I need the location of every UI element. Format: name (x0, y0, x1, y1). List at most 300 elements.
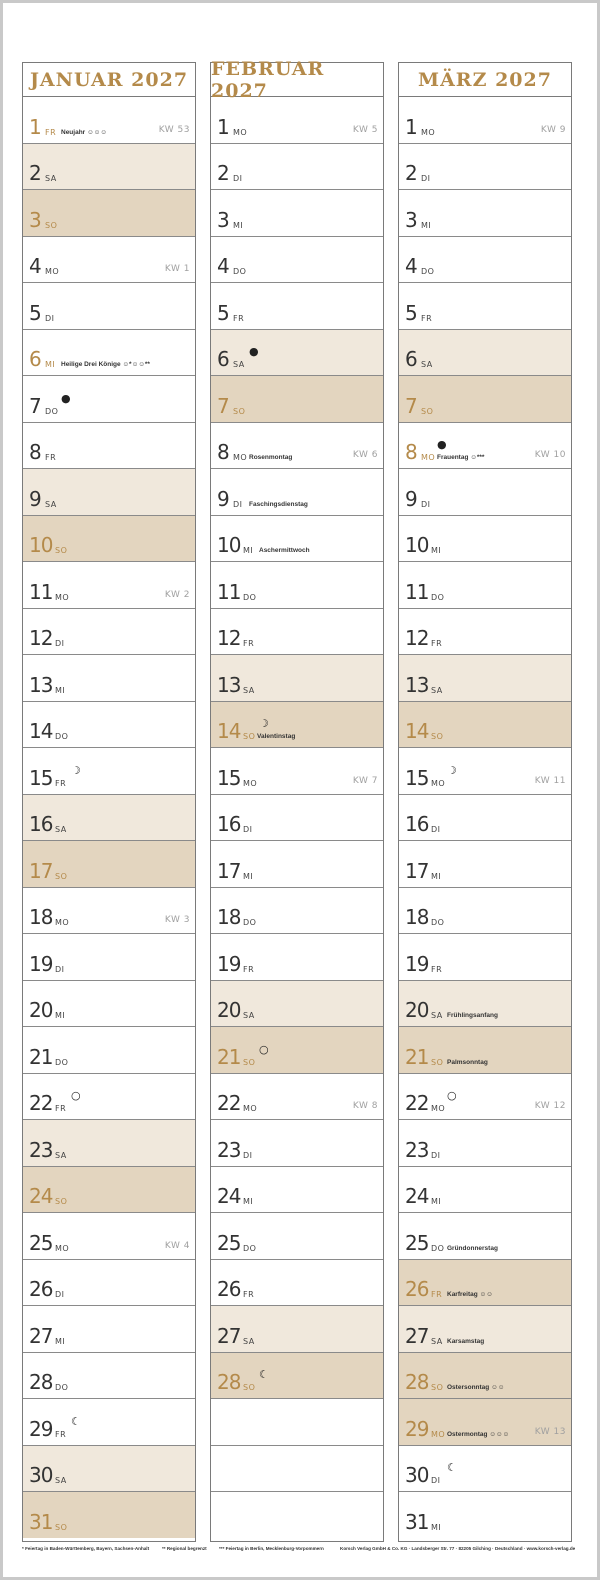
day-row (23, 190, 195, 237)
weekday-label: MO (431, 778, 446, 788)
day-row (399, 1492, 571, 1538)
day-row (211, 423, 383, 470)
holiday-note: Gründonnerstag (447, 1244, 498, 1252)
weekday-label: FR (45, 453, 57, 462)
weekday-label: DI (431, 1150, 441, 1160)
weekday-label: FR (431, 639, 443, 648)
day-row (399, 469, 571, 516)
day-row (399, 609, 571, 656)
day-number: 22 (405, 1091, 429, 1115)
weekday-label: MI (45, 360, 56, 369)
weekday-label: MI (243, 1197, 254, 1206)
day-row (399, 888, 571, 935)
day-number: 10 (217, 533, 241, 557)
day-row (211, 376, 383, 423)
calendar-week-label: KW 1 (164, 264, 190, 274)
weekday-label: MO (243, 778, 258, 788)
weekday-label: MI (421, 220, 432, 230)
weekday-label: FR (233, 313, 245, 323)
calendar-week-label: KW 53 (158, 124, 190, 135)
day-row (211, 1306, 383, 1353)
weekday-label: DO (243, 1243, 257, 1253)
day-number: 13 (217, 672, 241, 697)
weekday-label: MI (233, 220, 244, 230)
day-number: 28 (405, 1370, 429, 1394)
day-number: 4 (217, 254, 229, 278)
holiday-note: Heilige Drei Könige ☺*☺☺** (61, 361, 150, 368)
day-number: 12 (217, 626, 241, 650)
day-row (23, 609, 195, 656)
weekday-label: DO (431, 918, 445, 927)
day-row (399, 1074, 571, 1121)
footnote-2: ** Regional begrenzt (162, 1546, 207, 1551)
weekday-label: FR (243, 1290, 255, 1299)
day-row (23, 376, 195, 423)
weekday-label: DI (233, 499, 243, 509)
day-row (211, 609, 383, 656)
weekday-label: MO (243, 1104, 258, 1113)
day-number: 7 (29, 393, 41, 418)
month-title: JANUAR 2027 (23, 63, 195, 97)
day-row (23, 330, 195, 377)
day-number: 17 (405, 858, 429, 883)
day-row (399, 1306, 571, 1353)
day-number: 6 (217, 347, 229, 371)
day-row (23, 237, 195, 284)
weekday-label: MO (45, 267, 60, 276)
weekday-label: SO (431, 1383, 444, 1392)
day-row (399, 981, 571, 1028)
day-row (211, 748, 383, 795)
day-number: 17 (29, 858, 53, 883)
weekday-label: SO (243, 1057, 256, 1067)
publisher-info: Korsch Verlag GmbH & Co. KG · Landsberger Str. 77 · 82205 Gilching · Deutschland · www.korsch-verlag.de (340, 1546, 576, 1551)
day-number: 31 (405, 1509, 429, 1534)
day-row (211, 1353, 383, 1400)
weekday-label: DO (233, 267, 247, 276)
day-row (399, 1353, 571, 1400)
weekday-label: MO (421, 453, 436, 462)
day-number: 18 (217, 905, 241, 929)
day-number: 11 (405, 579, 429, 604)
calendar-week-label: KW 12 (534, 1101, 566, 1111)
weekday-label: DI (243, 1150, 253, 1160)
day-row (23, 748, 195, 795)
weekday-label: MI (55, 1011, 66, 1020)
calendar-week-label: KW 4 (164, 1240, 190, 1251)
weekday-label: DI (421, 174, 431, 183)
day-number: 5 (217, 300, 229, 325)
weekday-label: MI (431, 546, 442, 555)
calendar-week-label: KW 6 (352, 450, 378, 460)
day-number: 1 (217, 114, 229, 139)
weekday-label: SA (431, 1336, 443, 1346)
weekday-label: SO (45, 220, 58, 230)
day-row (211, 237, 383, 284)
day-number: 19 (29, 951, 53, 976)
holiday-note: Palmsonntag (447, 1058, 488, 1066)
day-number: 28 (29, 1370, 53, 1394)
weekday-label: DI (45, 313, 55, 323)
day-row (23, 1120, 195, 1167)
weekday-label: SO (431, 732, 444, 741)
day-row (23, 655, 195, 702)
moon-phase-icon: ○ (259, 1042, 269, 1056)
day-row (211, 934, 383, 981)
day-row (23, 1399, 195, 1446)
calendar-week-label: KW 10 (534, 450, 566, 460)
day-number: 1 (405, 114, 417, 139)
moon-phase-icon: ☽ (259, 717, 269, 730)
weekday-label: DI (55, 1290, 65, 1299)
day-row (399, 1446, 571, 1493)
day-row (211, 795, 383, 842)
weekday-label: SA (431, 1011, 443, 1020)
day-number: 2 (29, 161, 41, 185)
weekday-label: DO (55, 1057, 69, 1067)
day-number: 9 (405, 486, 417, 511)
day-number: 13 (405, 672, 429, 697)
weekday-label: DI (431, 825, 441, 834)
day-number: 24 (405, 1184, 429, 1208)
holiday-note: Valentinstag (257, 733, 296, 740)
day-row (399, 423, 571, 470)
day-number: 4 (29, 254, 41, 278)
weekday-label: MI (55, 685, 66, 695)
day-number: 25 (405, 1230, 429, 1255)
day-row (399, 330, 571, 377)
calendar-week-label: KW 5 (352, 124, 378, 135)
weekday-label: FR (431, 1290, 443, 1299)
day-number: 26 (405, 1277, 429, 1301)
moon-phase-icon: ● (249, 345, 259, 358)
day-row (211, 516, 383, 563)
weekday-label: DI (243, 825, 253, 834)
weekday-label: SO (243, 732, 256, 741)
day-number: 23 (29, 1137, 53, 1162)
weekday-label: DO (421, 267, 435, 276)
day-number: 23 (217, 1137, 241, 1162)
day-number: 31 (29, 1509, 53, 1534)
day-number: 11 (29, 579, 53, 604)
weekday-label: MO (55, 592, 70, 602)
day-number: 5 (29, 300, 41, 325)
day-number: 14 (217, 719, 241, 743)
holiday-note: Ostersonntag ☺☺ (447, 1384, 505, 1391)
day-number: 24 (217, 1184, 241, 1208)
day-row (211, 1120, 383, 1167)
day-row (211, 1027, 383, 1074)
day-number: 25 (217, 1230, 241, 1255)
day-row (23, 1306, 195, 1353)
day-row (399, 1120, 571, 1167)
holiday-note: Rosenmontag (249, 454, 293, 461)
day-row (399, 1167, 571, 1214)
day-row (211, 469, 383, 516)
day-number: 21 (405, 1044, 429, 1069)
day-row (399, 1213, 571, 1260)
moon-phase-icon: ☽ (71, 763, 81, 777)
weekday-label: SA (55, 1150, 67, 1160)
day-number: 15 (405, 765, 429, 790)
day-number: 6 (29, 347, 41, 371)
weekday-label: FR (243, 964, 255, 974)
day-number: 7 (405, 393, 417, 418)
weekday-label: DI (421, 499, 431, 509)
day-number: 13 (29, 672, 53, 697)
weekday-label: SA (431, 685, 443, 695)
day-number: 17 (217, 858, 241, 883)
weekday-label: DI (55, 964, 65, 974)
day-number: 8 (405, 440, 417, 464)
day-number: 8 (217, 440, 229, 464)
day-number: 20 (217, 998, 241, 1022)
day-number: 5 (405, 300, 417, 325)
day-number: 1 (29, 114, 41, 139)
day-number: 19 (217, 951, 241, 976)
calendar-week-label: KW 8 (352, 1101, 378, 1111)
day-row (399, 562, 571, 609)
day-row (23, 1167, 195, 1214)
day-row (399, 376, 571, 423)
day-row (23, 469, 195, 516)
footnote-3: *** Feiertag in Berlin, Mecklenburg-Vorpommern (219, 1546, 324, 1551)
day-number: 3 (405, 207, 417, 232)
day-row (23, 562, 195, 609)
day-row (399, 97, 571, 144)
day-row (399, 1260, 571, 1307)
weekday-label: FR (55, 778, 67, 788)
day-row (211, 981, 383, 1028)
day-row (399, 655, 571, 702)
weekday-label: MI (431, 1197, 442, 1206)
weekday-label: DO (45, 406, 59, 416)
day-number: 27 (29, 1323, 53, 1348)
weekday-label: MI (55, 1336, 66, 1346)
moon-phase-icon: ☾ (71, 1414, 81, 1428)
day-row (23, 1260, 195, 1307)
weekday-label: SA (45, 499, 57, 509)
footnote-1: * Feiertag in Baden-Württemberg, Bayern, Sachsen-Anhalt (22, 1546, 150, 1551)
day-number: 9 (29, 486, 41, 511)
weekday-label: DO (243, 592, 257, 602)
day-number: 12 (405, 626, 429, 650)
day-number: 22 (29, 1091, 53, 1115)
day-row (23, 1492, 195, 1538)
day-row (23, 1074, 195, 1121)
day-number: 16 (405, 812, 429, 836)
day-row (211, 144, 383, 191)
moon-phase-icon: ● (61, 391, 71, 405)
day-number: 27 (217, 1323, 241, 1348)
weekday-label: SO (55, 1197, 68, 1206)
weekday-label: MI (243, 871, 254, 881)
day-row (23, 144, 195, 191)
day-row (23, 97, 195, 144)
day-number: 20 (405, 998, 429, 1022)
day-row (399, 190, 571, 237)
weekday-label: FR (55, 1429, 67, 1439)
weekday-label: FR (45, 127, 57, 137)
day-row (23, 795, 195, 842)
day-row (399, 1399, 571, 1446)
day-row (211, 562, 383, 609)
weekday-label: DO (431, 592, 445, 602)
weekday-label: MO (55, 1243, 70, 1253)
day-row (399, 1027, 571, 1074)
holiday-note: Neujahr ☺☺☺ (61, 128, 107, 136)
day-number: 23 (405, 1137, 429, 1162)
weekday-label: DI (55, 639, 65, 648)
day-number: 19 (405, 951, 429, 976)
holiday-note: Karfreitag ☺☺ (447, 1291, 493, 1298)
day-number: 27 (405, 1323, 429, 1348)
weekday-label: SA (243, 685, 255, 695)
day-number: 28 (217, 1370, 241, 1394)
calendar-week-label: KW 11 (534, 775, 566, 786)
day-row (211, 1260, 383, 1307)
weekday-label: FR (55, 1104, 67, 1113)
moon-phase-icon: ☾ (447, 1461, 457, 1474)
day-row (399, 237, 571, 284)
day-row (23, 516, 195, 563)
weekday-label: SA (55, 1476, 67, 1485)
holiday-note: Aschermittwoch (259, 547, 310, 554)
weekday-label: FR (243, 639, 255, 648)
day-row (211, 655, 383, 702)
weekday-label: MI (431, 1522, 442, 1532)
weekday-label: SO (233, 406, 246, 416)
day-number: 25 (29, 1230, 53, 1255)
day-number: 18 (405, 905, 429, 929)
calendar-week-label: KW 9 (540, 124, 566, 135)
day-number: 29 (405, 1416, 429, 1441)
day-row (23, 888, 195, 935)
day-number: 15 (29, 765, 53, 790)
moon-phase-icon: ● (437, 438, 447, 451)
weekday-label: SA (233, 360, 245, 369)
day-number: 3 (29, 207, 41, 232)
weekday-label: SO (431, 1057, 444, 1067)
weekday-label: MO (233, 127, 248, 137)
month-column-maerz (398, 62, 572, 1542)
day-row (399, 934, 571, 981)
moon-phase-icon: ☾ (259, 1368, 269, 1381)
day-row (399, 283, 571, 330)
day-row (211, 841, 383, 888)
weekday-label: SA (243, 1011, 255, 1020)
day-number: 18 (29, 905, 53, 929)
day-number: 22 (217, 1091, 241, 1115)
calendar-week-label: KW 7 (352, 775, 378, 786)
moon-phase-icon: ○ (71, 1089, 81, 1102)
day-number: 2 (217, 161, 229, 185)
day-row (23, 1353, 195, 1400)
day-row (23, 1027, 195, 1074)
weekday-label: MO (55, 918, 70, 927)
day-row (23, 283, 195, 330)
day-row (23, 1213, 195, 1260)
day-number: 11 (217, 579, 241, 604)
weekday-label: SA (55, 825, 67, 834)
day-row (211, 1167, 383, 1214)
weekday-label: SO (243, 1383, 256, 1392)
weekday-label: MO (431, 1104, 446, 1113)
day-number: 16 (217, 812, 241, 836)
day-row (399, 144, 571, 191)
day-number: 16 (29, 812, 53, 836)
month-title: MÄRZ 2027 (399, 63, 571, 97)
weekday-label: MI (431, 871, 442, 881)
day-number: 10 (405, 533, 429, 557)
weekday-label: SA (243, 1336, 255, 1346)
day-number: 2 (405, 161, 417, 185)
day-row (211, 190, 383, 237)
day-number: 14 (405, 719, 429, 743)
day-row (211, 1213, 383, 1260)
day-number: 30 (29, 1463, 53, 1487)
month-column-februar (210, 57, 384, 1542)
weekday-label: FR (421, 313, 433, 323)
day-number: 14 (29, 719, 53, 743)
day-number: 21 (29, 1044, 53, 1069)
day-row (211, 283, 383, 330)
month-title: FEBRUAR 2027 (211, 63, 383, 97)
weekday-label: DO (55, 1383, 69, 1392)
day-number: 24 (29, 1184, 53, 1208)
weekday-label: SA (421, 360, 433, 369)
moon-phase-icon: ○ (447, 1089, 457, 1102)
day-number: 30 (405, 1463, 429, 1487)
day-number: 12 (29, 626, 53, 650)
empty-row (211, 1399, 383, 1446)
moon-phase-icon: ☽ (447, 763, 457, 777)
day-number: 10 (29, 533, 53, 557)
weekday-label: MI (243, 546, 254, 555)
day-row (211, 330, 383, 377)
footer (22, 1546, 578, 1556)
day-number: 21 (217, 1044, 241, 1069)
weekday-label: SO (421, 406, 434, 416)
calendar-week-label: KW 3 (164, 915, 190, 925)
day-row (211, 702, 383, 749)
day-row (211, 1074, 383, 1121)
day-row (399, 516, 571, 563)
day-number: 20 (29, 998, 53, 1022)
day-number: 7 (217, 393, 229, 418)
day-number: 29 (29, 1416, 53, 1441)
day-number: 26 (29, 1277, 53, 1301)
empty-row (211, 1446, 383, 1493)
weekday-label: DI (233, 174, 243, 183)
weekday-label: MO (421, 127, 436, 137)
empty-row (211, 1492, 383, 1538)
day-number: 9 (217, 486, 229, 511)
day-row (23, 423, 195, 470)
day-row (399, 841, 571, 888)
day-row (399, 795, 571, 842)
calendar-week-label: KW 13 (534, 1426, 566, 1437)
day-number: 8 (29, 440, 41, 464)
weekday-label: SO (55, 1522, 68, 1532)
weekday-label: SA (45, 174, 57, 183)
weekday-label: DO (55, 732, 69, 741)
holiday-note: Frauentag ☺*** (437, 454, 485, 461)
holiday-note: Ostermontag ☺☺☺ (447, 1430, 510, 1438)
weekday-label: DO (431, 1243, 445, 1253)
weekday-label: SO (55, 871, 68, 881)
day-row (23, 981, 195, 1028)
